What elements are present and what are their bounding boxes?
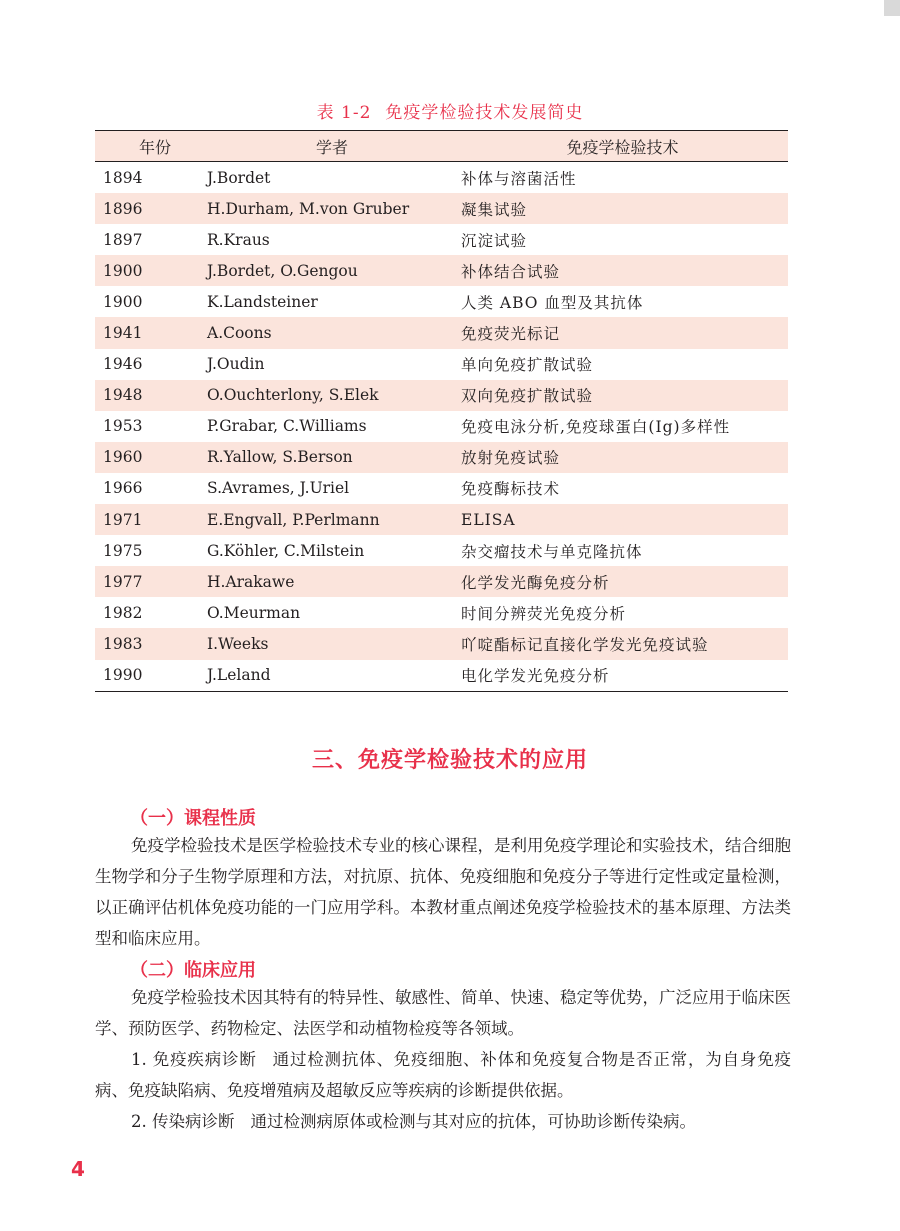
item-title: 1. 免疫疾病诊断 (131, 1050, 257, 1069)
table-row (95, 442, 788, 473)
table-row (95, 566, 788, 597)
table-row (95, 286, 788, 317)
cell-year: 1977 (95, 566, 207, 597)
table-row (95, 411, 788, 442)
header-technique: 免疫学检验技术 (457, 131, 788, 162)
cell-technique: 人类 ABO 血型及其抗体 (461, 293, 644, 312)
cell-scholar: I.Weeks (207, 628, 457, 659)
table-row (95, 162, 788, 194)
cell-year: 1982 (103, 603, 143, 622)
cell-technique: 补体结合试验 (457, 255, 788, 286)
table-row (95, 473, 788, 504)
cell-year: 1900 (95, 255, 207, 286)
paragraph-clinical-application: 免疫学检验技术因其特有的特异性、敏感性、简单、快速、稳定等优势，广泛应用于临床医学、预防医学、药物检定、法医学和动植物检疫等各领域。 (95, 988, 791, 1038)
cell-scholar: J.Leland (207, 660, 457, 692)
cell-year: 1946 (103, 355, 143, 374)
cell-year: 1983 (95, 628, 207, 659)
list-item-infectious-disease (95, 1106, 791, 1137)
cell-scholar: H.Durham, M.von Gruber (207, 193, 457, 224)
cell-scholar: S.Avrames, J.Uriel (207, 479, 350, 498)
cell-scholar: E.Engvall, P.Perlmann (207, 504, 457, 535)
list-item-immune-disease (95, 1044, 791, 1106)
cell-technique: 化学发光酶免疫分析 (457, 566, 788, 597)
table-row (95, 660, 788, 692)
table-row (95, 349, 788, 380)
cell-scholar: A.Coons (207, 317, 457, 348)
cell-technique: 电化学发光免疫分析 (457, 660, 788, 692)
cell-year: 1948 (95, 380, 207, 411)
cell-technique: 免疫荧光标记 (457, 317, 788, 348)
cell-year: 1975 (103, 541, 143, 560)
table-row (95, 504, 788, 535)
header-scholar: 学者 (207, 131, 457, 162)
subheading-course-nature: （一）课程性质 (130, 808, 256, 829)
header-year: 年份 (95, 131, 207, 162)
table-row (95, 628, 788, 659)
table-row (95, 597, 788, 628)
cell-year: 1971 (95, 504, 207, 535)
cell-year: 1900 (103, 292, 143, 311)
cell-scholar: O.Ouchterlony, S.Elek (207, 380, 457, 411)
table-row (95, 535, 788, 566)
item-title: 2. 传染病诊断 (131, 1112, 235, 1131)
item-text: 通过检测病原体或检测与其对应的抗体，可协助诊断传染病。 (250, 1112, 696, 1131)
table-header-row (95, 131, 788, 162)
cell-technique: 补体与溶菌活性 (461, 169, 577, 188)
cell-scholar: K.Landsteiner (207, 292, 318, 311)
subheading-clinical-application: （二）临床应用 (130, 960, 256, 981)
paragraph-course-nature: 免疫学检验技术是医学检验技术专业的核心课程，是利用免疫学理论和实验技术，结合细胞生物学和分子生物学原理和方法，对抗原、抗体、免疫细胞和免疫分子等进行定性或定量检测，以正确评估机体免疫功能的一门应用学科。本教材重点阐述免疫学检验技术的基本原理、方法类型和临床应用。 (95, 836, 791, 948)
cell-technique: 沉淀试验 (461, 231, 528, 250)
table-caption-number: 表 1-2 (316, 103, 372, 123)
cell-scholar: O.Meurman (207, 603, 301, 622)
cell-technique: 免疫酶标技术 (461, 480, 561, 499)
cell-technique: 双向免疫扩散试验 (457, 380, 788, 411)
cell-year: 1894 (103, 168, 143, 187)
cell-year: 1896 (95, 193, 207, 224)
cell-technique: 放射免疫试验 (457, 442, 788, 473)
cell-technique: 凝集试验 (457, 193, 788, 224)
cell-technique: 杂交瘤技术与单克隆抗体 (461, 542, 643, 561)
table-row (95, 193, 788, 224)
cell-scholar: R.Kraus (207, 230, 270, 249)
cell-technique: 吖啶酯标记直接化学发光免疫试验 (457, 628, 788, 659)
cell-year: 1953 (103, 417, 143, 436)
cell-year: 1966 (103, 479, 143, 498)
table-row (95, 380, 788, 411)
cell-technique: 时间分辨荧光免疫分析 (461, 604, 627, 623)
corner-mark (884, 0, 900, 16)
cell-technique: 免疫电泳分析,免疫球蛋白(Ig)多样性 (461, 418, 731, 437)
cell-scholar: R.Yallow, S.Berson (207, 442, 457, 473)
cell-scholar: P.Grabar, C.Williams (207, 417, 367, 436)
cell-scholar: J.Bordet, O.Gengou (207, 255, 457, 286)
item-text: 通过检测抗体、免疫细胞、补体和免疫复合物是否正常，为自身免疫病、免疫缺陷病、免疫增殖病及超敏反应等疾病的诊断提供依据。 (95, 1050, 792, 1100)
history-table (95, 130, 788, 692)
table-body (95, 162, 788, 692)
cell-scholar: J.Bordet (207, 168, 271, 187)
cell-technique: ELISA (457, 504, 788, 535)
cell-year: 1941 (95, 317, 207, 348)
table-row (95, 224, 788, 255)
table-caption (0, 98, 900, 123)
page-number: 4 (71, 1157, 85, 1181)
cell-technique: 单向免疫扩散试验 (461, 356, 594, 375)
table-row (95, 255, 788, 286)
cell-year: 1990 (95, 660, 207, 692)
cell-scholar: J.Oudin (207, 355, 265, 374)
section-heading: 三、免疫学检验技术的应用 (311, 748, 588, 773)
table-row (95, 317, 788, 348)
cell-year: 1897 (103, 230, 143, 249)
cell-scholar: H.Arakawe (207, 566, 457, 597)
cell-year: 1960 (95, 442, 207, 473)
cell-scholar: G.Köhler, C.Milstein (207, 541, 365, 560)
table-caption-title: 免疫学检验技术发展简史 (385, 103, 584, 123)
